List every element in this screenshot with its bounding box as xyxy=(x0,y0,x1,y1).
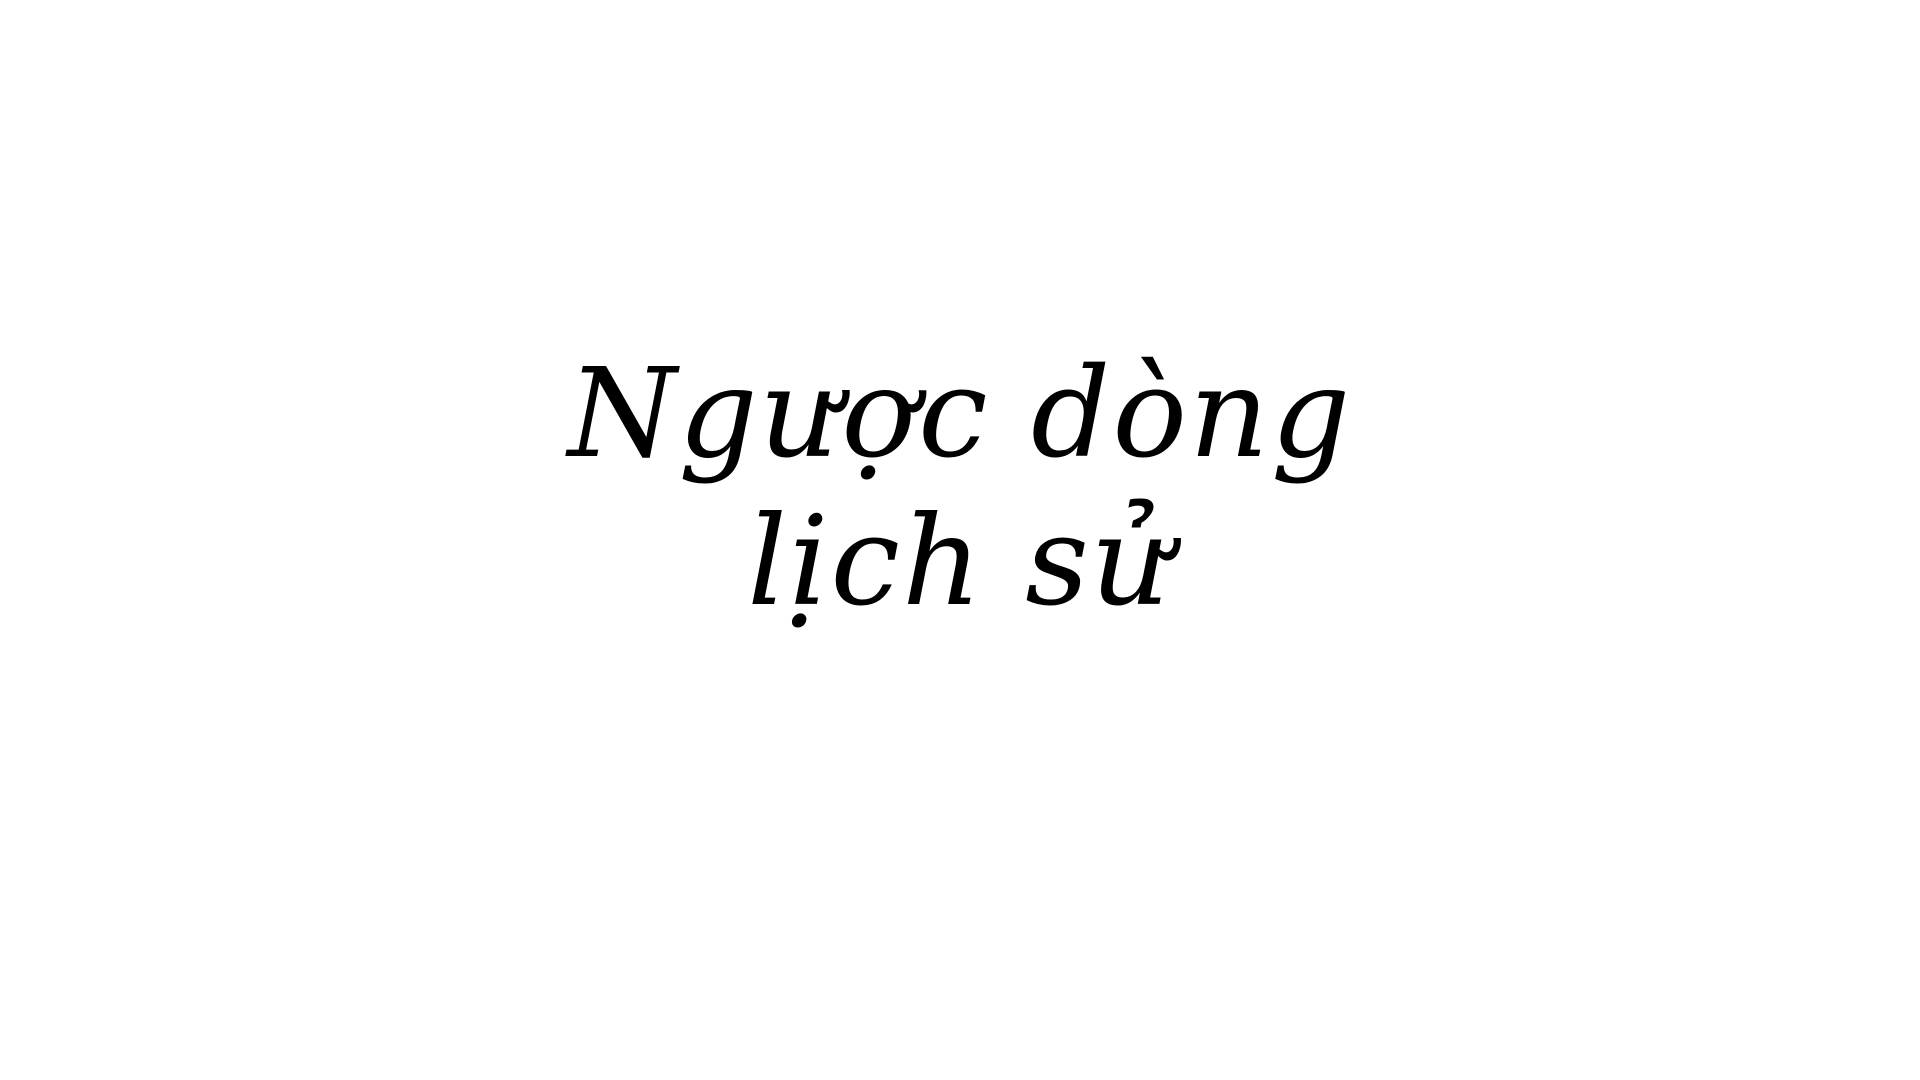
title-line-1: Ngược dòng xyxy=(567,342,1353,486)
slide-title xyxy=(0,340,1920,636)
title-line-2: lịch sử xyxy=(747,490,1173,634)
